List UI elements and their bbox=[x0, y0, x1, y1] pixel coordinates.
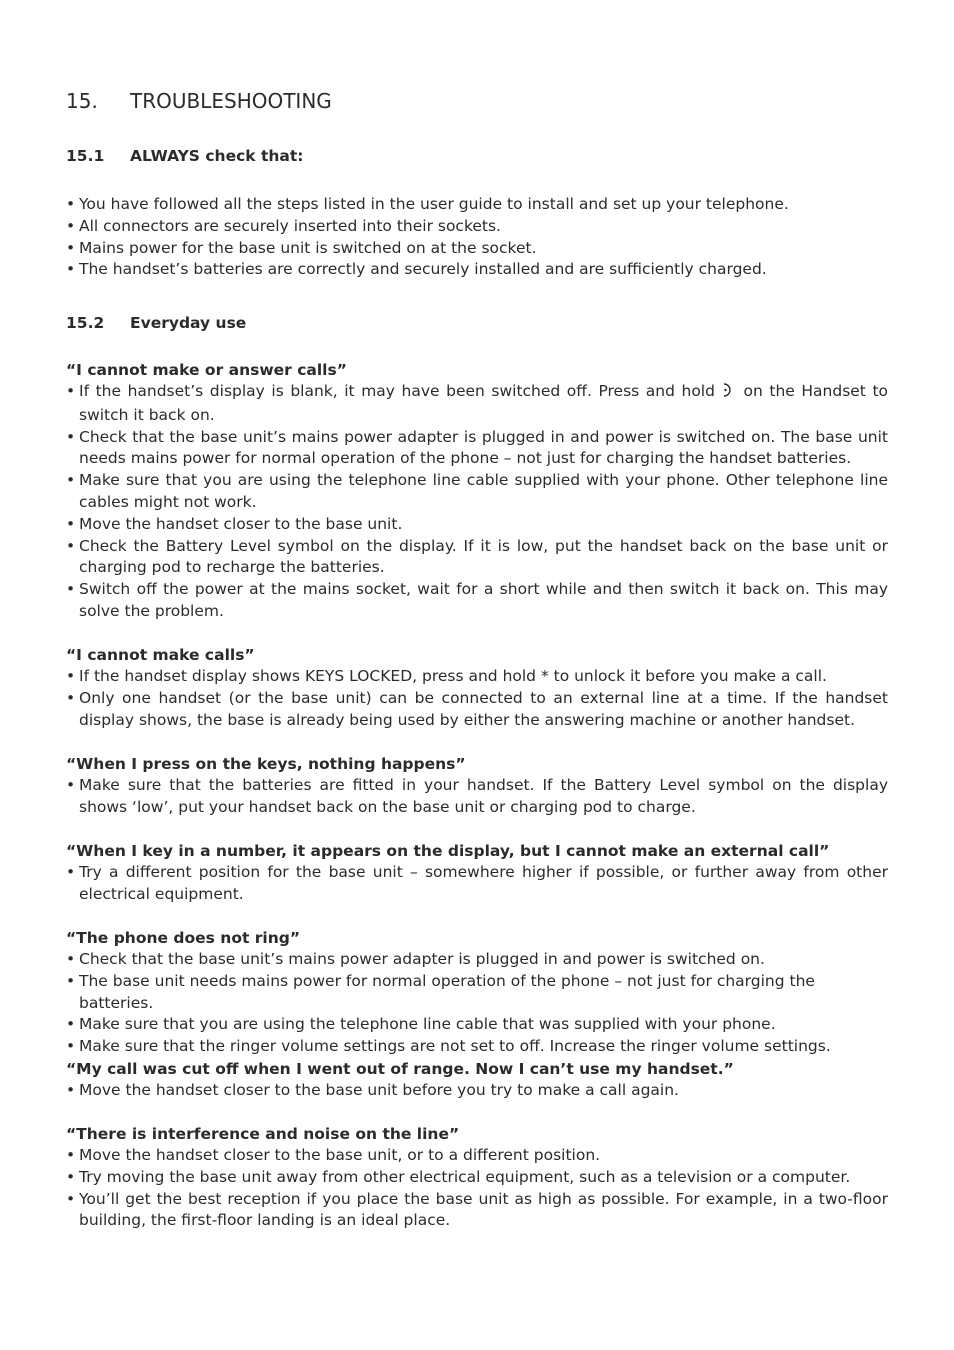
always-check-list bbox=[66, 194, 888, 281]
list-item: • Check that the base unit’s mains power adapter is plugged in and power is switched on. bbox=[66, 949, 888, 971]
list-item: • Mains power for the base unit is switched on at the socket. bbox=[66, 238, 888, 260]
list-item: • You’ll get the best reception if you place the base unit as high as possible. For example, in a two-floor building, the first-floor landing is an ideal place. bbox=[66, 1189, 888, 1233]
faq-heading: “My call was cut off when I went out of range. Now I can’t use my handset.” bbox=[66, 1060, 734, 1078]
faq-heading: “When I press on the keys, nothing happens” bbox=[66, 755, 466, 773]
list-item: • Make sure that you are using the telephone line cable supplied with your phone. Other telephone line cables might not work. bbox=[66, 470, 888, 514]
subsection-heading-15-1: 15.1 ALWAYS check that: bbox=[66, 147, 304, 165]
list-item: • Only one handset (or the base unit) can be connected to an external line at a time. If the handset display shows, the base is already being used by either the answering machine or another handset. bbox=[66, 688, 888, 732]
faq-heading: “There is interference and noise on the line” bbox=[66, 1125, 460, 1143]
section-number: 15. bbox=[66, 89, 98, 113]
list-item: • Move the handset closer to the base unit, or to a different position. bbox=[66, 1145, 888, 1167]
list-item: • If the handset display shows KEYS LOCKED, press and hold * to unlock it before you make a call. bbox=[66, 666, 888, 688]
subsection-heading-15-2: 15.2 Everyday use bbox=[66, 314, 247, 332]
faq-group-external-call bbox=[66, 840, 888, 906]
list-item: • If the handset’s display is blank, it may have been switched off. Press and hold on the Handset to switch it back on. bbox=[66, 381, 888, 427]
list-item: • All connectors are securely inserted into their sockets. bbox=[66, 216, 888, 238]
list-item: • Make sure that the batteries are fitted in your handset. If the Battery Level symbol on the display shows ‘low’, put your handset back on the base unit or charging pod to charge. bbox=[66, 775, 888, 819]
faq-heading: “I cannot make calls” bbox=[66, 646, 255, 664]
faq-group-interference bbox=[66, 1123, 888, 1232]
list-item: • Check the Battery Level symbol on the display. If it is low, put the handset back on the base unit or charging pod to recharge the batteries. bbox=[66, 536, 888, 580]
faq-group-cannot-make-calls bbox=[66, 644, 888, 731]
list-item: • Make sure that the ringer volume settings are not set to off. Increase the ringer volume settings. bbox=[66, 1036, 888, 1058]
list-item: • Check that the base unit’s mains power adapter is plugged in and power is switched on. The base unit needs mains power for normal operation of the phone – not just for charging the handset batteries. bbox=[66, 427, 888, 471]
list-item: • Try moving the base unit away from other electrical equipment, such as a television or a computer. bbox=[66, 1167, 888, 1189]
faq-group-does-not-ring bbox=[66, 927, 888, 1058]
section-title: TROUBLESHOOTING bbox=[130, 89, 332, 113]
faq-heading: “When I key in a number, it appears on the display, but I cannot make an external call” bbox=[66, 842, 830, 860]
list-item: • Try a different position for the base unit – somewhere higher if possible, or further away from other electrical equipment. bbox=[66, 862, 888, 906]
list-item: • You have followed all the steps listed in the user guide to install and set up your telephone. bbox=[66, 194, 888, 216]
list-item: • Switch off the power at the mains socket, wait for a short while and then switch it back on. This may solve the problem. bbox=[66, 579, 888, 623]
list-item: • Make sure that you are using the telephone line cable that was supplied with your phone. bbox=[66, 1014, 888, 1036]
list-item: • Move the handset closer to the base unit before you try to make a call again. bbox=[66, 1080, 888, 1102]
faq-heading: “The phone does not ring” bbox=[66, 929, 301, 947]
list-item: • The base unit needs mains power for normal operation of the phone – not just for charging the batteries. bbox=[66, 971, 888, 1015]
list-item: • Move the handset closer to the base unit. bbox=[66, 514, 888, 536]
list-item: • The handset’s batteries are correctly and securely installed and are sufficiently charged. bbox=[66, 259, 888, 281]
faq-group-keys-nothing-happens bbox=[66, 753, 888, 819]
faq-group-cannot-make-or-answer bbox=[66, 359, 888, 623]
section-heading bbox=[66, 89, 332, 113]
power-key-icon bbox=[719, 382, 733, 405]
faq-heading: “I cannot make or answer calls” bbox=[66, 361, 347, 379]
faq-group-out-of-range bbox=[66, 1058, 888, 1102]
